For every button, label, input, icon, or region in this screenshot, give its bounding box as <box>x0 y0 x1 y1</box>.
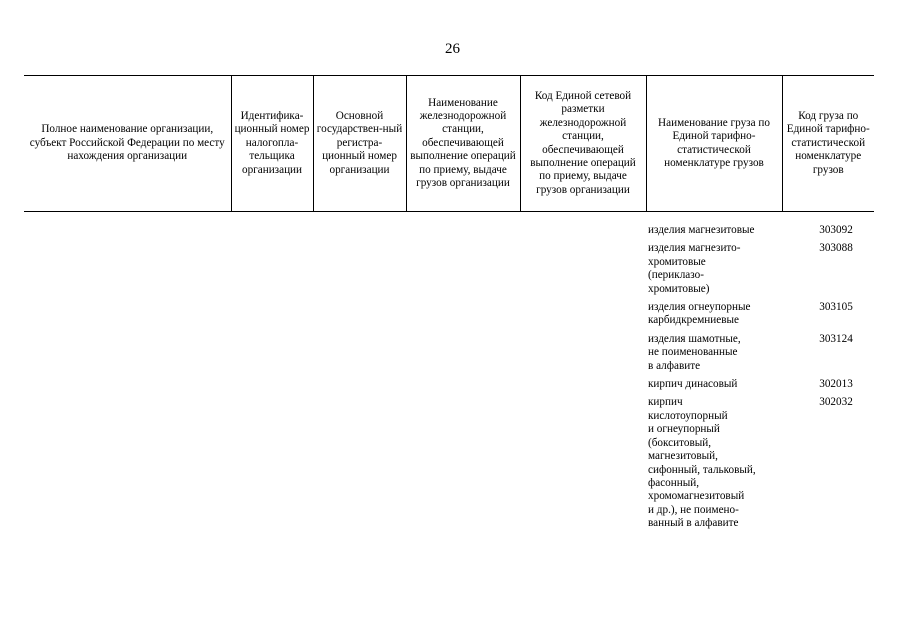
cargo-code: 302013 <box>819 378 853 391</box>
page-number: 26 <box>445 41 460 57</box>
cell-inn <box>231 212 313 536</box>
cargo-name: кирпич динасовый <box>648 378 738 391</box>
cargo-name: изделия шамотные, не поименованные в алфавите <box>648 332 741 372</box>
cell-station-name <box>406 212 520 536</box>
cargo-code: 303092 <box>819 224 853 236</box>
header-cargo-name: Наименование груза по Единой тарифно-статистической номенклатуре грузов <box>646 76 782 212</box>
list-item <box>646 378 874 391</box>
cell-station-code <box>520 212 646 536</box>
cell-org-name <box>24 212 231 536</box>
cargo-name: изделия магнезито- хромитовые (периклазо- хромитовые) <box>648 242 741 295</box>
cargo-name: изделия огнеупорные карбидкремниевые <box>648 301 751 327</box>
list-item <box>646 224 874 237</box>
header-station-name: Наименование железнодорожной станции, обеспечивающей выполнение операций по приему, выдаче грузов организации <box>406 76 520 212</box>
cargo-name: кирпич кислотоупорный и огнеупорный (бокситовый, магнезитовый, сифонный, тальковый, фасонный, хромомагнезитовый и др.), не поимено- ванный в алфавите <box>648 396 756 530</box>
header-inn: Идентифика-ционный номер налогопла-тельщика организации <box>231 76 313 212</box>
cargo-code: 302032 <box>819 396 853 409</box>
cell-cargo-list <box>646 212 874 536</box>
cargo-code: 303124 <box>819 332 853 345</box>
table-body-row <box>24 212 874 536</box>
cargo-code: 303088 <box>819 242 853 255</box>
cell-ogrn <box>313 212 406 536</box>
table-header-row <box>24 76 874 212</box>
list-item <box>646 242 874 296</box>
cargo-name: изделия магнезитовые <box>648 224 755 236</box>
cargo-table <box>24 75 874 536</box>
list-item <box>646 301 874 328</box>
list-item <box>646 396 874 530</box>
header-org-name: Полное наименование организации, субъект Российской Федерации по месту нахождения организации <box>24 76 231 212</box>
cargo-code: 303105 <box>819 301 853 314</box>
header-station-code: Код Единой сетевой разметки железнодорожной станции, обеспечивающей выполнение операций по приему, выдаче грузов организации <box>520 76 646 212</box>
list-item <box>646 333 874 373</box>
header-ogrn: Основной государствен-ный регистра-ционный номер организации <box>313 76 406 212</box>
cargo-list <box>646 212 874 531</box>
header-cargo-code: Код груза по Единой тарифно-статистической номенклатуре грузов <box>782 76 874 212</box>
